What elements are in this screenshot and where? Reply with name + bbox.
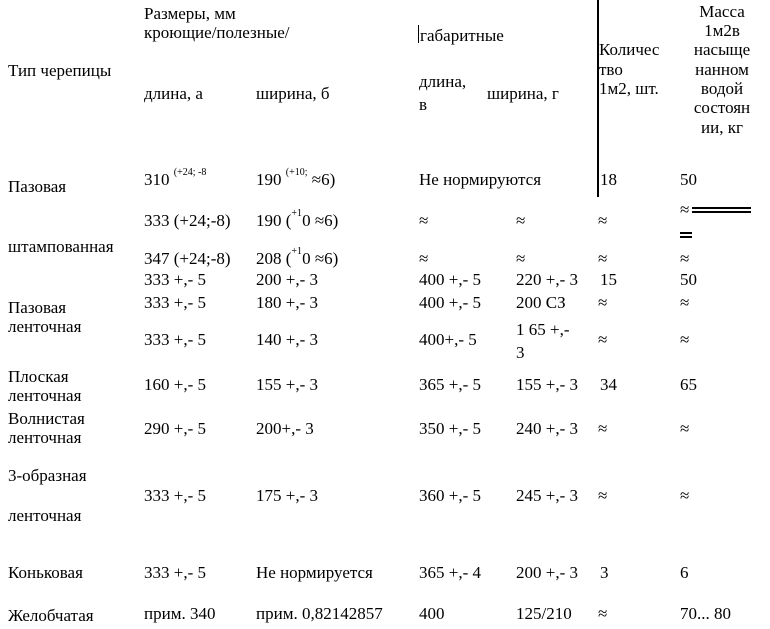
header-mass-2: 1м2в: [704, 21, 740, 40]
row-pazovaya-a: 310 $^{(+24; -8}$: [144, 167, 207, 189]
row-z-obraznaya-mass: ≈: [680, 486, 690, 505]
row-type-z-obraznaya: 3-образная: [8, 466, 87, 485]
header-width-g: ширина, г: [487, 84, 559, 103]
header-tile-type: Тип черепицы: [8, 61, 112, 80]
row-type-z-obraznaya-2: ленточная: [8, 506, 82, 525]
row-z-obraznaya-b: 175 +,- 3: [256, 486, 318, 505]
row-pazlent2-count: ≈: [598, 330, 608, 349]
header-width-b: ширина, б: [256, 84, 330, 103]
row-pazlent1-count: ≈: [598, 293, 608, 312]
row-konkovaya-v: 365 +,- 4: [419, 563, 481, 582]
row-pazlent1-v: 400 +,- 5: [419, 293, 481, 312]
row-ploskaya-mass: 65: [680, 375, 697, 394]
header-count-1: Количес: [599, 40, 660, 59]
header-mass-1: Масса: [699, 2, 745, 21]
row-zhelob-count: ≈: [598, 604, 608, 623]
row-type-ploskaya-2: ленточная: [8, 386, 82, 405]
row-stamp3-count: 15: [600, 270, 617, 289]
header-length-v: длина,: [419, 72, 467, 91]
row-stamp1-a: 333 (+24;-8): [144, 211, 231, 230]
row-z-obraznaya-a: 333 +,- 5: [144, 486, 206, 505]
short-rule-bottom: [680, 236, 692, 238]
row-zhelob-b: прим. 0,82142857: [256, 604, 383, 623]
header-mass-3: насыще: [693, 40, 751, 59]
header-overall: габаритные: [420, 26, 504, 45]
row-pazlent2-mass: ≈: [680, 330, 690, 349]
header-mass-4: нанном: [695, 60, 749, 79]
row-pazlent2-v: 400+,- 5: [419, 330, 477, 349]
cursor-line: [418, 25, 419, 43]
row-stamp2-b: 208 ($^{+1}$0 ≈6): [256, 246, 339, 268]
row-zhelob-g: 125/210: [516, 604, 572, 623]
row-zhelob-a: прим. 340: [144, 604, 216, 623]
row-stamp1-mass: ≈: [680, 200, 690, 219]
row-type-stamped: штампованная: [8, 237, 114, 256]
row-stamp1-count: ≈: [598, 211, 608, 230]
row-z-obraznaya-count: ≈: [598, 486, 608, 505]
header-length-a: длина, а: [144, 84, 203, 103]
header-mass-6: состоян: [693, 98, 751, 117]
header-mass-7: ии, кг: [701, 118, 743, 137]
row-stamp1-b: 190 ($^{+1}$0 ≈6): [256, 208, 339, 230]
row-z-obraznaya-g: 245 +,- 3: [516, 486, 578, 505]
row-volnistaya-count: ≈: [598, 419, 608, 438]
row-zhelob-v: 400: [419, 604, 445, 623]
row-zhelob-mass: 70... 80: [680, 604, 731, 623]
row-pazlent2-b: 140 +,- 3: [256, 330, 318, 349]
row-stamp3-a: 333 +,- 5: [144, 270, 206, 289]
column-divider: [597, 0, 599, 197]
header-length-v-letter: в: [419, 95, 428, 114]
row-volnistaya-v: 350 +,- 5: [419, 419, 481, 438]
row-type-zhelob: Желобчатая: [8, 606, 94, 625]
row-ploskaya-g: 155 +,- 3: [516, 375, 578, 394]
row-pazlent1-g: 200 СЗ: [516, 293, 566, 312]
row-volnistaya-b: 200+,- 3: [256, 419, 314, 438]
row-stamp2-count: ≈: [598, 249, 608, 268]
row-type-konkovaya: Коньковая: [8, 563, 83, 582]
row-stamp3-b: 200 +,- 3: [256, 270, 318, 289]
row-type-ploskaya: Плоская: [8, 367, 69, 386]
row-type-pazlent: Пазовая: [8, 298, 67, 317]
row-pazlent1-mass: ≈: [680, 293, 690, 312]
row-z-obraznaya-v: 360 +,- 5: [419, 486, 481, 505]
row-ploskaya-v: 365 +,- 5: [419, 375, 481, 394]
row-stamp2-mass: ≈: [680, 249, 690, 268]
row-volnistaya-g: 240 +,- 3: [516, 419, 578, 438]
row-stamp2-g: ≈: [516, 249, 526, 268]
row-type-pazovaya: Пазовая: [8, 177, 67, 196]
row-pazovaya-mass: 50: [680, 170, 697, 189]
row-stamp1-v: ≈: [419, 211, 429, 230]
row-pazovaya-count: 18: [600, 170, 617, 189]
row-pazovaya-overall: Не нормируются: [419, 170, 542, 189]
row-stamp3-g: 220 +,- 3: [516, 270, 578, 289]
double-rule-bottom: [692, 211, 751, 213]
header-sizes-title: Размеры, мм: [144, 4, 236, 23]
row-volnistaya-mass: ≈: [680, 419, 690, 438]
row-konkovaya-b: Не нормируется: [256, 563, 373, 582]
row-pazlent2-a: 333 +,- 5: [144, 330, 206, 349]
row-konkovaya-count: 3: [600, 563, 609, 582]
row-pazlent1-b: 180 +,- 3: [256, 293, 318, 312]
row-ploskaya-b: 155 +,- 3: [256, 375, 318, 394]
row-pazlent2-g-2: 3: [516, 343, 525, 362]
row-stamp2-v: ≈: [419, 249, 429, 268]
row-ploskaya-count: 34: [600, 375, 617, 394]
row-volnistaya-a: 290 +,- 5: [144, 419, 206, 438]
row-pazlent2-g: 1 65 +,-: [516, 320, 570, 339]
row-stamp2-a: 347 (+24;-8): [144, 249, 231, 268]
row-stamp3-mass: 50: [680, 270, 697, 289]
row-konkovaya-a: 333 +,- 5: [144, 563, 206, 582]
row-pazlent1-a: 333 +,- 5: [144, 293, 206, 312]
short-rule-top: [680, 232, 692, 234]
row-type-volnistaya-2: ленточная: [8, 428, 82, 447]
header-covering-useful: кроющие/полезные/: [144, 23, 290, 42]
row-konkovaya-g: 200 +,- 3: [516, 563, 578, 582]
header-mass-5: водой: [700, 79, 744, 98]
double-rule-top: [692, 207, 751, 209]
row-type-pazlent-2: ленточная: [8, 317, 82, 336]
row-stamp3-v: 400 +,- 5: [419, 270, 481, 289]
row-stamp1-g: ≈: [516, 211, 526, 230]
header-count-2: тво: [599, 60, 623, 79]
row-type-volnistaya: Волнистая: [8, 409, 85, 428]
row-konkovaya-mass: 6: [680, 563, 689, 582]
row-ploskaya-a: 160 +,- 5: [144, 375, 206, 394]
header-count-3: 1м2, шт.: [599, 79, 659, 98]
row-pazovaya-b: 190 $^{(+10;}$ ≈6): [256, 167, 336, 189]
